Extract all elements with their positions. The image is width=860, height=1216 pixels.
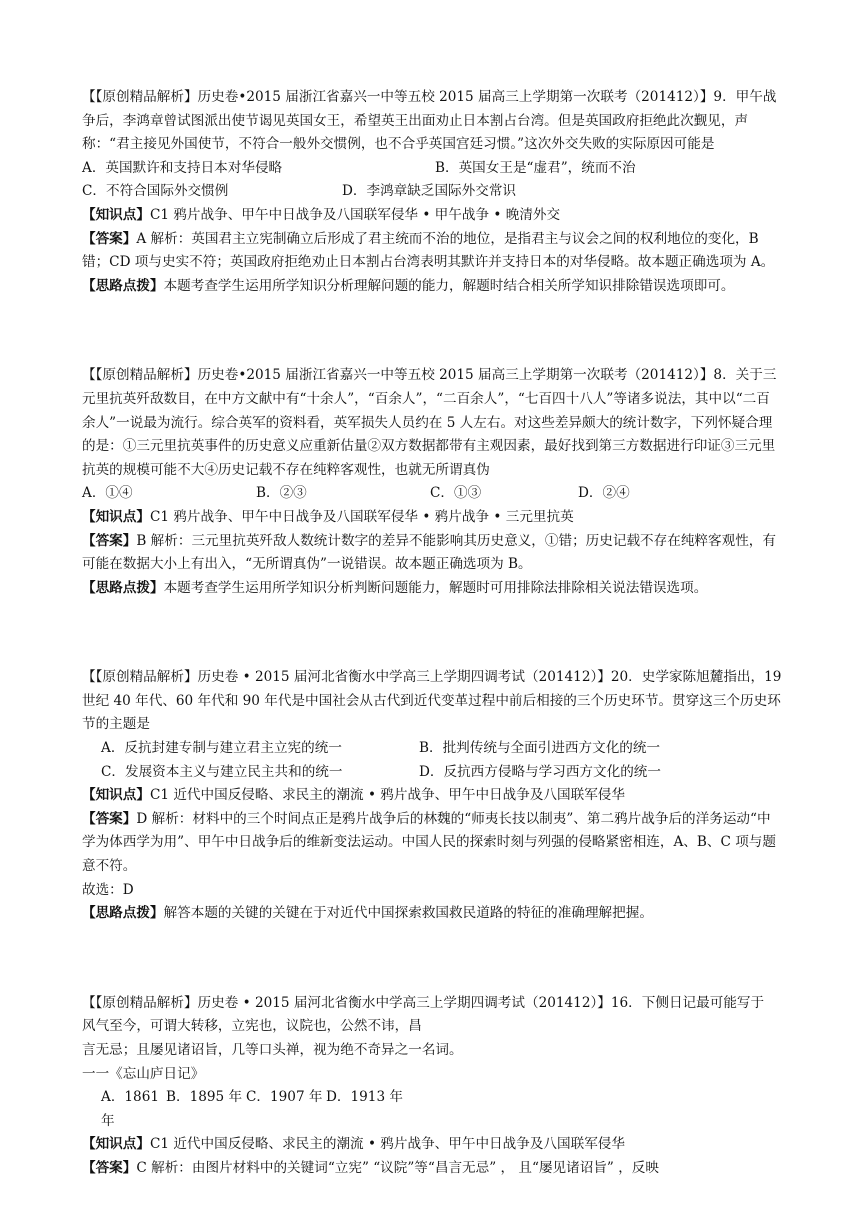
question-block bbox=[82, 364, 782, 600]
option-b: B．英国女王是“虚君”，统而不治 bbox=[435, 159, 636, 176]
knowledge-point bbox=[82, 1133, 782, 1157]
question-stem: 【【原创精品解析】历史卷 • 2015 届河北省衡水中学高三上学期四调考试（201412）】20．史学家陈旭麓指出，19 世纪 40 年代、60 年代和 90 年代是中国社会从古代到近代变革过程中前后相接的三个历史环节。贯穿这三个历史环节的主题是 bbox=[82, 669, 782, 733]
knowledge-text: C1 鸦片战争、甲午中日战争及八国联军侵华 • 鸦片战争 • 三元里抗英 bbox=[149, 508, 574, 525]
answer-label: 【答案】 bbox=[82, 810, 137, 827]
option-b: B．②③ bbox=[256, 485, 307, 502]
answer-label: 【答案】 bbox=[82, 1159, 137, 1176]
answer bbox=[82, 530, 782, 577]
option-row bbox=[82, 737, 782, 761]
option-d: D．②④ bbox=[578, 485, 630, 502]
question-stem: 【【原创精品解析】历史卷•2015 届浙江省嘉兴一中等五校 2015 届高三上学期第一次联考（201412）】8．关于三元里抗英歼敌数目，在中方文献中有“十余人”，“百余人”，“二百余人”，“七百四十八人”等诸多说法，其中以“二百余人”一说最为流行。综合英军的资料看，英军损失人员约在 5 人左右。对这些差异颇大的统计数字，下列怀疑合理的是：①三元里抗英事件的历史意义应重新估量②双方数据都带有主观因素，最好找到第三方数据进行印证③三元里抗英的规模可能不大④历史记载不存在纯粹客观性，也就无所谓真伪 bbox=[82, 367, 777, 478]
question-stem: 【【原创精品解析】历史卷•2015 届浙江省嘉兴一中等五校 2015 届高三上学期第一次联考（201412）】9．甲午战争后，李鸿章曾试图派出使节谒见英国女王，希望英王出面劝止日本割占台湾。但是英国政府拒绝此次觐见，声称：“君主接见外国使节，不符合一般外交惯例，也不合乎英国宫廷习惯。”这次外交失败的实际原因可能是 bbox=[82, 89, 777, 153]
question-block bbox=[82, 666, 782, 926]
document-page bbox=[82, 86, 782, 1181]
option-c: C．1907 年 bbox=[246, 1089, 323, 1106]
knowledge-point bbox=[82, 784, 782, 808]
answer bbox=[82, 1157, 782, 1181]
knowledge-point bbox=[82, 506, 782, 530]
option-row bbox=[82, 157, 782, 181]
answer-text: A 解析：英国君主立宪制确立后形成了君主统而不治的地位，是指君主与议会之间的权利地位的变化，B 错；CD 项与史实不符；英国政府拒绝劝止日本割占台湾表明其默许并支持日本的对华侵略。故本题正确选项为 A。 bbox=[82, 230, 775, 271]
question-block bbox=[82, 86, 782, 298]
option-b: B．批判传统与全面引进西方文化的统一 bbox=[419, 740, 661, 757]
option-row bbox=[82, 761, 782, 785]
option-a: A．英国默许和支持日本对华侵略 bbox=[82, 159, 283, 176]
answer-label: 【答案】 bbox=[82, 230, 137, 247]
knowledge-label: 【知识点】 bbox=[82, 508, 150, 525]
tip-text: 解答本题的关键的关键在于对近代中国探索救国救民道路的特征的准确理解把握。 bbox=[163, 905, 653, 922]
option-d: D．1913 年 bbox=[326, 1089, 404, 1106]
option-row bbox=[82, 482, 782, 506]
answer bbox=[82, 228, 782, 275]
quote-line: 言无忌；且屡见诸诏旨，几等口头禅，视为绝不奇异之一名词。 bbox=[82, 1042, 463, 1058]
question-stem: 【【原创精品解析】历史卷 • 2015 届河北省衡水中学高三上学期四调考试（201412）】16．下侧日记最可能写于 bbox=[82, 994, 765, 1011]
tip-text: 本题考查学生运用所学知识分析理解问题的能力，解题时结合相关所学知识排除错误选项即可。 bbox=[163, 277, 735, 294]
tip-text: 本题考查学生运用所学知识分析判断问题能力，解题时可用排除法排除相关说法错误选项。 bbox=[163, 579, 708, 596]
knowledge-text: C1 近代中国反侵略、求民主的潮流 • 鸦片战争、甲午中日战争及八国联军侵华 bbox=[149, 787, 625, 804]
option-b: B．1895 年 bbox=[166, 1089, 243, 1106]
quote-line: 风气至今，可谓大转移，立宪也，议院也，公然不讳，昌 bbox=[82, 1018, 422, 1035]
option-c: C．发展资本主义与建立民主共和的统一 bbox=[101, 763, 343, 780]
option-d: D．李鸿章缺乏国际外交常识 bbox=[342, 183, 517, 200]
answer-text: D 解析：材料中的三个时间点正是鸦片战争后的林魏的“师夷长技以制夷”、第二鸦片战争后的洋务运动“中学为体西学为用”、甲午中日战争后的维新变法运动。中国人民的探索时刻与列强的侵略紧密相连，A、B、C 项与题意不符。 bbox=[82, 810, 776, 875]
tip bbox=[82, 275, 782, 299]
answer bbox=[82, 808, 782, 879]
final-choice: 故选：D bbox=[82, 881, 134, 898]
option-a: A．1861 年 bbox=[101, 1089, 160, 1129]
tip bbox=[82, 902, 782, 926]
tip-label: 【思路点拨】 bbox=[82, 905, 164, 922]
tip-label: 【思路点拨】 bbox=[82, 277, 164, 294]
answer-text: B 解析：三元里抗英歼敌人数统计数字的差异不能影响其历史意义，①错；历史记载不存在纯粹客观性，有可能在数据大小上有出入，“无所谓真伪”一说错误。故本题正确选项为 B。 bbox=[82, 532, 776, 573]
knowledge-text: C1 鸦片战争、甲午中日战争及八国联军侵华 • 甲午战争 • 晚清外交 bbox=[149, 206, 561, 223]
question-block bbox=[82, 992, 782, 1181]
knowledge-label: 【知识点】 bbox=[82, 787, 150, 804]
option-c: C．①③ bbox=[430, 485, 482, 502]
knowledge-text: C1 近代中国反侵略、求民主的潮流 • 鸦片战争、甲午中日战争及八国联军侵华 bbox=[149, 1136, 625, 1153]
knowledge-label: 【知识点】 bbox=[82, 206, 150, 223]
tip bbox=[82, 577, 782, 601]
knowledge-point bbox=[82, 204, 782, 228]
option-row bbox=[82, 1086, 782, 1133]
tip-label: 【思路点拨】 bbox=[82, 579, 164, 596]
quote-source: 一一《忘山庐日记》 bbox=[82, 1065, 205, 1082]
option-row bbox=[82, 180, 782, 204]
option-d: D．反抗西方侵略与学习西方文化的统一 bbox=[419, 763, 661, 780]
knowledge-label: 【知识点】 bbox=[82, 1136, 150, 1153]
answer-text: C 解析：由图片材料中的关键词“立宪” “议院”等“昌言无忌” ， 且“屡见诸诏旨” ，反映 bbox=[136, 1159, 659, 1176]
option-a: A．①④ bbox=[82, 485, 133, 502]
option-a: A．反抗封建专制与建立君主立宪的统一 bbox=[101, 740, 342, 757]
answer-label: 【答案】 bbox=[82, 532, 137, 549]
option-c: C．不符合国际外交惯例 bbox=[82, 183, 229, 200]
